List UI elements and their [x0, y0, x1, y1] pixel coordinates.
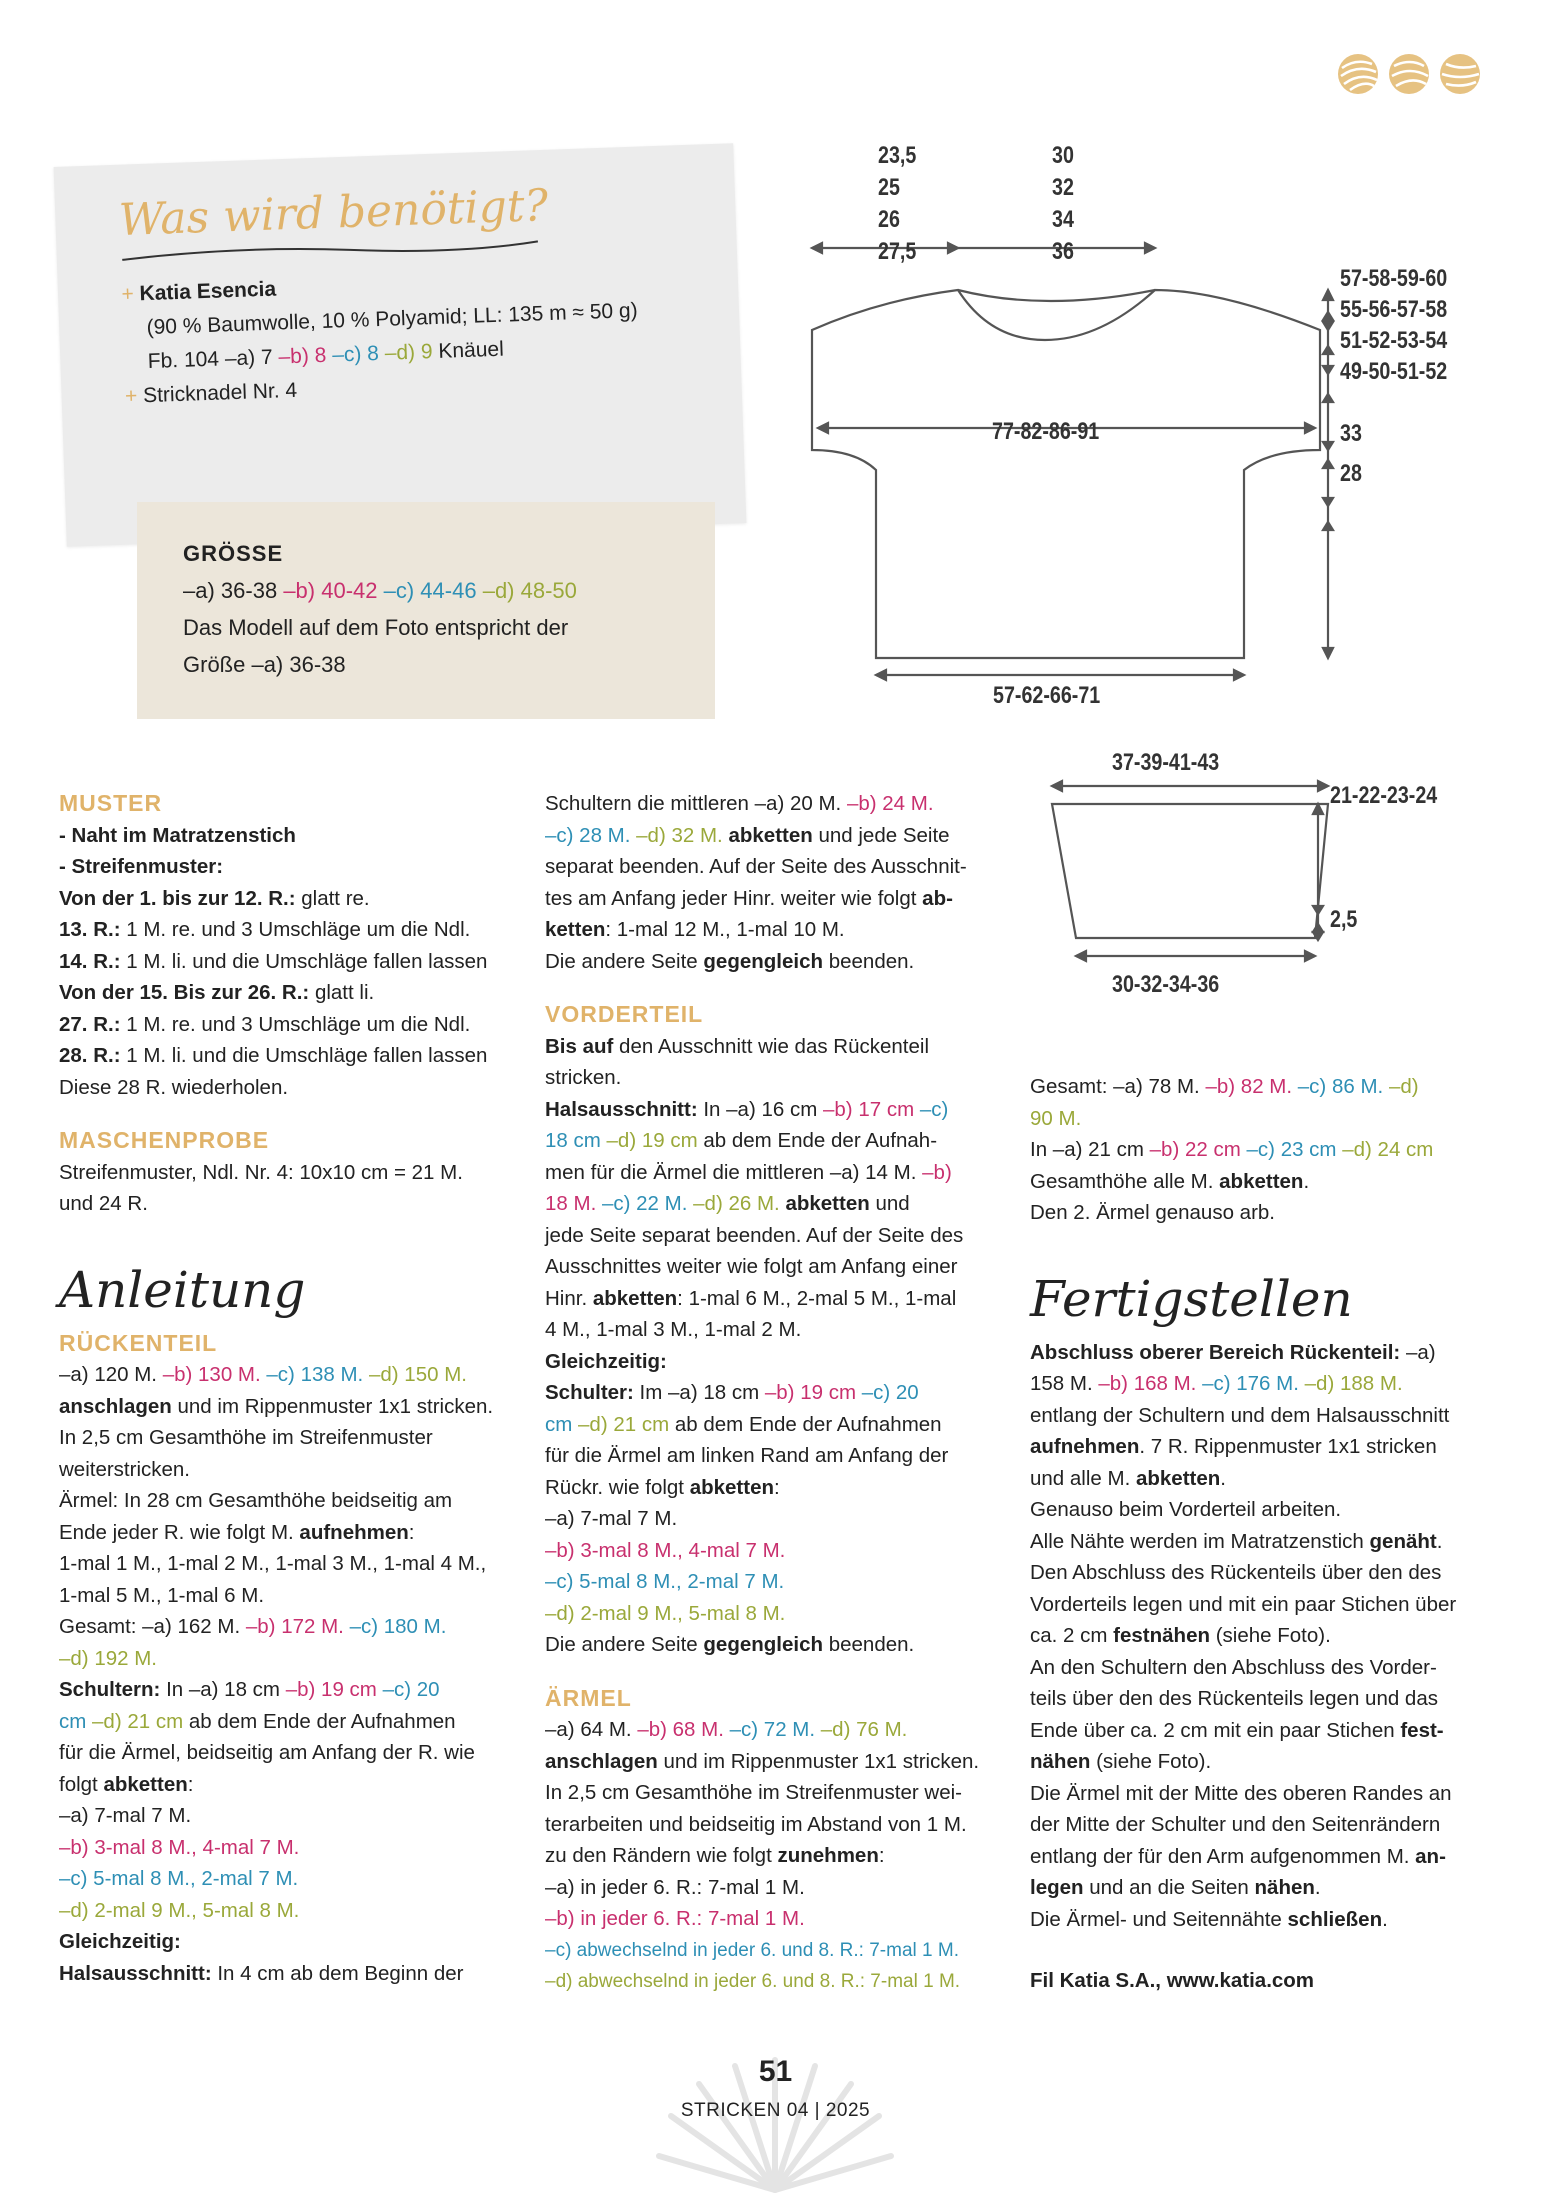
- yarn-line: + Katia Esencia: [121, 277, 277, 306]
- materials-content: [118, 173, 745, 414]
- dim-center: 77-82-86-91: [992, 418, 1100, 445]
- sleeve-schematic: [1040, 760, 1340, 1000]
- column-1: MUSTER - Naht im Matratzenstich - Streifenmuster: Von der 1. bis zur 12. R.: glatt re. 13. R.: 1 M. re. und 3 Umschläge um die Ndl. 14. R.: 1 M. li. und die Umschläge fallen lassen Von der 15. Bis zur 26. R.: glatt li. 27. R.: 1 M. re. und 3 Umschläge um die Ndl. 28. R.: 1 M. li. und die Umschläge fallen lassen Diese 28 R. wiederholen. MASCHENPROBE Streifenmuster, Ndl. Nr. 4: 10x10 cm = 21 M. und 24 R. Anleitung RÜCKENTEIL –a) 120 M. –b) 130 M. –c) 138 M. –d) 150 M. anschlagen und im Rippenmuster 1x1 stricken. In 2,5 cm Gesamthöhe im Streifenmuster weiterstricken. Ärmel: In 28 cm Gesamthöhe beidseitig am Ende jeder R. wie folgt M. aufnehmen: 1-mal 1 M., 1-mal 2 M., 1-mal 3 M., 1-mal 4 M., 1-mal 5 M., 1-mal 6 M. Gesamt: –a) 162 M. –b) 172 M. –c) 180 M. –d) 192 M. Schultern: In –a) 18 cm –b) 19 cm –c) 20 cm –d) 21 cm ab dem Ende der Aufnahmen für die Ärmel, beidseitig am Anfang der R. wie folgt abketten: –a) 7-mal 7 M. –b) 3-mal 8 M., 4-mal 7 M. –c) 5-mal 8 M., 2-mal 7 M. –d) 2-mal 9 M., 5-mal 8 M. Gleichzeitig: Halsausschnitt: In 4 cm ab dem Beginn der: [59, 788, 512, 1989]
- credit: Fil Katia S.A., www.katia.com: [1030, 1969, 1315, 1992]
- materials-title: Was wird benötigt?: [118, 180, 549, 246]
- needle-line: + Stricknadel Nr. 4: [124, 378, 298, 408]
- dim-bottom: 57-62-66-71: [993, 682, 1101, 709]
- page-number: 51: [758, 2055, 793, 2088]
- sleeve-dim-top: 37-39-41-43: [1112, 749, 1220, 776]
- sleeve-dim-right-bottom: 2,5: [1330, 906, 1358, 933]
- heading-anleitung: Anleitung: [59, 1260, 306, 1319]
- size-content: [183, 535, 577, 683]
- sleeve-dim-right-top: 21-22-23-24: [1330, 782, 1438, 809]
- dim-right-b: 28: [1340, 460, 1362, 487]
- dim-top-left: 23,5 25 26 27,5: [878, 142, 917, 265]
- yarn-spec: (90 % Baumwolle, 10 % Polyamid; LL: 135 m ≈ 50 g): [146, 298, 639, 340]
- sleeve-dim-bottom: 30-32-34-36: [1112, 971, 1220, 998]
- column-2: Schultern die mittleren –a) 20 M. –b) 24 M. –c) 28 M. –d) 32 M. abketten und jede Seite separat beenden. Auf der Seite des Ausschnit- tes am Anfang jeder Hinr. weiter wie folgt ab- ketten: 1-mal 12 M., 1-mal 10 M. Die andere Seite gegengleich beenden. VORDERTEIL Bis auf den Ausschnitt wie das Rückenteil stricken. Halsausschnitt: In –a) 16 cm –b) 17 cm –c) 18 cm –d) 19 cm ab dem Ende der Aufnah- men für die Ärmel die mittleren –a) 14 M. –b) 18 M. –c) 22 M. –d) 26 M. abketten und jede Seite separat beenden. Auf der Seite des Ausschnittes weiter wie folgt am Anfang einer Hinr. abketten: 1-mal 6 M., 2-mal 5 M., 1-mal 4 M., 1-mal 3 M., 1-mal 2 M. Gleichzeitig: Schulter: Im –a) 18 cm –b) 19 cm –c) 20 cm –d) 21 cm ab dem Ende der Aufnahmen für die Ärmel am linken Rand am Anfang der Rückr. wie folgt abketten: –a) 7-mal 7 M. –b) 3-mal 8 M., 4-mal 7 M. –c) 5-mal 8 M., 2-mal 7 M. –d) 2-mal 9 M., 5-mal 8 M. Die andere Seite gegengleich beenden. ÄRMEL –a) 64 M. –b) 68 M. –c) 72 M. –d) 76 M. anschlagen und im Rippenmuster 1x1 stricken. In 2,5 cm Gesamthöhe im Streifenmuster wei- terarbeiten und beidseitig im Abstand von 1 M. zu den Rändern wie folgt zunehmen: –a) in jeder 6. R.: 7-mal 1 M. –b) in jeder 6. R.: 7-mal 1 M. –c) abwechselnd in jeder 6. und 8. R.: 7-mal 1 M. –d) abwechselnd in jeder 6. und 8. R.: 7-mal 1 M.: [545, 788, 1005, 1998]
- section-aermel: ÄRMEL: [545, 1684, 632, 1711]
- section-maschenprobe: MASCHENPROBE: [59, 1127, 270, 1153]
- yarn-ball-icon: [1440, 54, 1480, 94]
- column-3: Gesamt: –a) 78 M. –b) 82 M. –c) 86 M. –d) 90 M. In –a) 21 cm –b) 22 cm –c) 23 cm –d) 24 cm Gesamthöhe alle M. abketten. Den 2. Ärmel genauso arb. Fertigstellen Abschluss oberer Bereich Rückenteil: –a) 158 M. –b) 168 M. –c) 176 M. –d) 188 M. entlang der Schultern und dem Halsausschnitt aufnehmen. 7 R. Rippenmuster 1x1 stricken und alle M. abketten. Genauso beim Vorderteil arbeiten. Alle Nähte werden im Matratzenstich genäht. Den Abschluss des Rückenteils über den des Vorderteils legen und mit ein paar Stichen über ca. 2 cm festnähen (siehe Foto). An den Schultern den Abschluss des Vorder- teils über den des Rückenteils legen und das Ende über ca. 2 cm mit ein paar Stichen fest- nähen (siehe Foto). Die Ärmel mit der Mitte des oberen Randes an der Mitte der Schulter und den Seitenrändern entlang der für den Arm aufgenommen M. an- legen und an die Seiten nähen. Die Ärmel- und Seitennähte schließen. Fil Katia S.A., www.katia.com: [1030, 1071, 1482, 1997]
- yarn-ball-icon: [1338, 54, 1378, 94]
- section-muster: MUSTER: [59, 790, 163, 816]
- size-note-2: Größe –a) 36-38: [183, 652, 346, 677]
- yarn-ball-icon: [1389, 54, 1429, 94]
- size-note-1: Das Modell auf dem Foto entspricht der: [183, 615, 569, 640]
- sleeve-outline: [1052, 804, 1328, 938]
- section-vorderteil: VORDERTEIL: [545, 1001, 704, 1027]
- yarn-balls-icon: [1336, 50, 1486, 100]
- section-rueckenteil: RÜCKENTEIL: [59, 1329, 218, 1356]
- heading-fertigstellen: Fertigstellen: [1030, 1269, 1353, 1328]
- dim-right-top: 57-58-59-60 55-56-57-58 51-52-53-54 49-50-51-52: [1340, 265, 1448, 385]
- size-title: GRÖSSE: [183, 541, 284, 566]
- dim-right-a: 33: [1340, 420, 1362, 447]
- size-values: –a) 36-38 –b) 40-42 –c) 44-46 –d) 48-50: [183, 578, 577, 603]
- yarn-colors: Fb. 104 –a) 7 –b) 8 –c) 8 –d) 9 Knäuel: [147, 337, 505, 374]
- magazine-issue: STRICKEN 04 | 2025: [680, 2100, 871, 2121]
- dim-top-mid: 30 32 34 36: [1052, 142, 1074, 265]
- body-outline: [812, 290, 1320, 658]
